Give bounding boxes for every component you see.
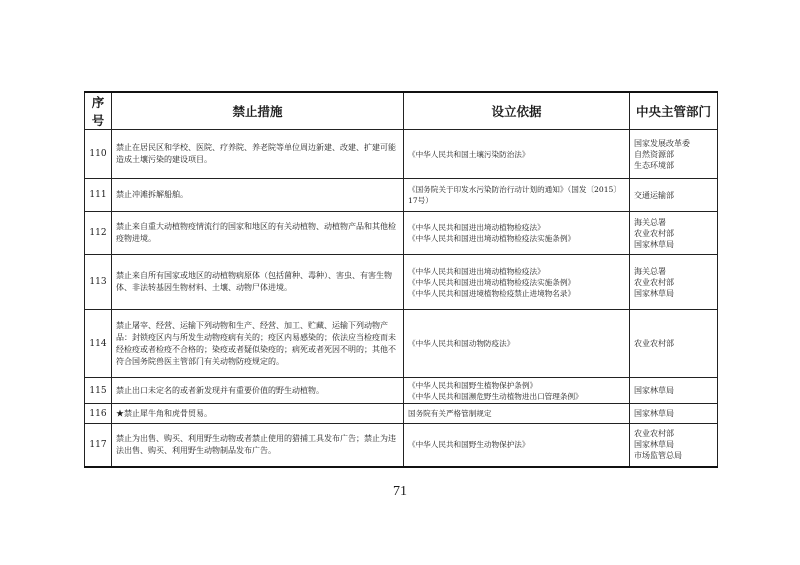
row-seq: 115 — [85, 378, 112, 404]
basis-item: 《中华人民共和国进境植物检疫禁止进境物名录》 — [408, 288, 576, 298]
row-basis — [404, 179, 630, 212]
row-basis — [404, 310, 630, 378]
dept-item: 国家林草局 — [634, 386, 674, 395]
table-row — [85, 179, 718, 212]
row-dept — [630, 404, 718, 424]
row-dept — [630, 255, 718, 310]
dept-item: 国家林草局 — [634, 288, 674, 298]
dept-item: 农业农村部 — [634, 429, 674, 439]
row-seq: 110 — [85, 130, 112, 179]
basis-item: 《国务院关于印发水污染防治行动计划的通知》（国发〔2015〕17号） — [408, 185, 621, 205]
dept-item: 国家林草局 — [634, 239, 674, 249]
row-measure: ★禁止犀牛角和虎骨贸易。 — [112, 404, 404, 424]
row-dept — [630, 378, 718, 404]
table-body — [85, 130, 718, 467]
basis-item: 《中华人民共和国进出境动植物检疫法》 — [408, 223, 545, 232]
dept-item: 市场监管总局 — [634, 451, 682, 461]
table-row — [85, 212, 718, 255]
dept-item: 自然资源部 — [634, 149, 674, 159]
prohibition-table — [84, 91, 718, 468]
table-row — [85, 378, 718, 404]
row-measure: 禁止来自重大动植物疫情流行的国家和地区的有关动植物、动植物产品和其他检疫物进境。 — [112, 212, 404, 255]
header-dept: 中央主管部门 — [630, 92, 718, 130]
table-row — [85, 424, 718, 467]
header-basis: 设立依据 — [404, 92, 630, 130]
dept-item: 交通运输部 — [634, 190, 674, 200]
row-seq: 114 — [85, 310, 112, 378]
header-seq: 序号 — [85, 92, 112, 130]
row-measure: 禁止冲滩拆解船舶。 — [112, 179, 404, 212]
page-number: 71 — [393, 484, 407, 499]
dept-item: 海关总署 — [634, 266, 666, 276]
row-seq: 116 — [85, 404, 112, 424]
basis-item: 《中华人民共和国野生植物保护条例》 — [408, 380, 538, 390]
row-seq: 117 — [85, 424, 112, 467]
dept-item: 国家林草局 — [634, 440, 674, 450]
row-dept — [630, 179, 718, 212]
row-dept — [630, 212, 718, 255]
table-row — [85, 310, 718, 378]
document-page — [84, 91, 717, 468]
row-measure: 禁止为出售、购买、利用野生动物或者禁止使用的猎捕工具发布广告；禁止为违法出售、购买、利用野生动物制品发布广告。 — [112, 424, 404, 467]
dept-item: 农业农村部 — [634, 277, 674, 287]
table-row — [85, 130, 718, 179]
basis-item: 国务院有关严格管制规定 — [408, 409, 492, 418]
basis-item: 《中华人民共和国土壤污染防治法》 — [408, 149, 530, 159]
row-seq: 113 — [85, 255, 112, 310]
dept-item: 生态环境部 — [634, 160, 674, 170]
row-basis — [404, 404, 630, 424]
row-basis — [404, 255, 630, 310]
basis-item: 《中华人民共和国濒危野生动植物进出口管理条例》 — [408, 391, 583, 401]
row-basis — [404, 130, 630, 179]
row-dept — [630, 310, 718, 378]
dept-item: 国家林草局 — [634, 409, 674, 418]
table-row — [85, 255, 718, 310]
row-basis — [404, 212, 630, 255]
row-measure: 禁止出口未定名的或者新发现并有重要价值的野生动植物。 — [112, 378, 404, 404]
basis-item: 《中华人民共和国进出境动植物检疫法》 — [408, 266, 545, 276]
row-dept — [630, 130, 718, 179]
row-measure: 禁止来自所有国家或地区的动植物病原体（包括菌种、毒种）、害虫、有害生物体、非法转基因生物材料、土壤、动物尸体进境。 — [112, 255, 404, 310]
dept-item: 农业农村部 — [634, 228, 674, 238]
row-seq: 111 — [85, 179, 112, 212]
table-row — [85, 404, 718, 424]
header-measure: 禁止措施 — [112, 92, 404, 130]
row-seq: 112 — [85, 212, 112, 255]
basis-item: 《中华人民共和国动物防疫法》 — [408, 339, 515, 348]
table-header-row — [85, 92, 718, 130]
dept-item: 农业农村部 — [634, 339, 674, 348]
row-basis — [404, 378, 630, 404]
basis-item: 《中华人民共和国进出境动植物检疫法实施条例》 — [408, 234, 576, 243]
row-measure: 禁止在居民区和学校、医院、疗养院、养老院等单位周边新建、改建、扩建可能造成土壤污染的建设项目。 — [112, 130, 404, 179]
dept-item: 国家发展改革委 — [634, 138, 690, 148]
dept-item: 海关总署 — [634, 217, 666, 227]
basis-item: 《中华人民共和国野生动物保护法》 — [408, 440, 530, 450]
row-dept — [630, 424, 718, 467]
row-measure: 禁止屠宰、经营、运输下列动物和生产、经营、加工、贮藏、运输下列动物产品：封锁疫区内与所发生动物疫病有关的；疫区内易感染的；依法应当检疫而未经检疫或者检疫不合格的；染疫或者疑似染疫的；病死或者死因不明的；其他不符合国务院兽医主管部门有关动物防疫规定的。 — [112, 310, 404, 378]
row-basis — [404, 424, 630, 467]
basis-item: 《中华人民共和国进出境动植物检疫法实施条例》 — [408, 277, 576, 287]
